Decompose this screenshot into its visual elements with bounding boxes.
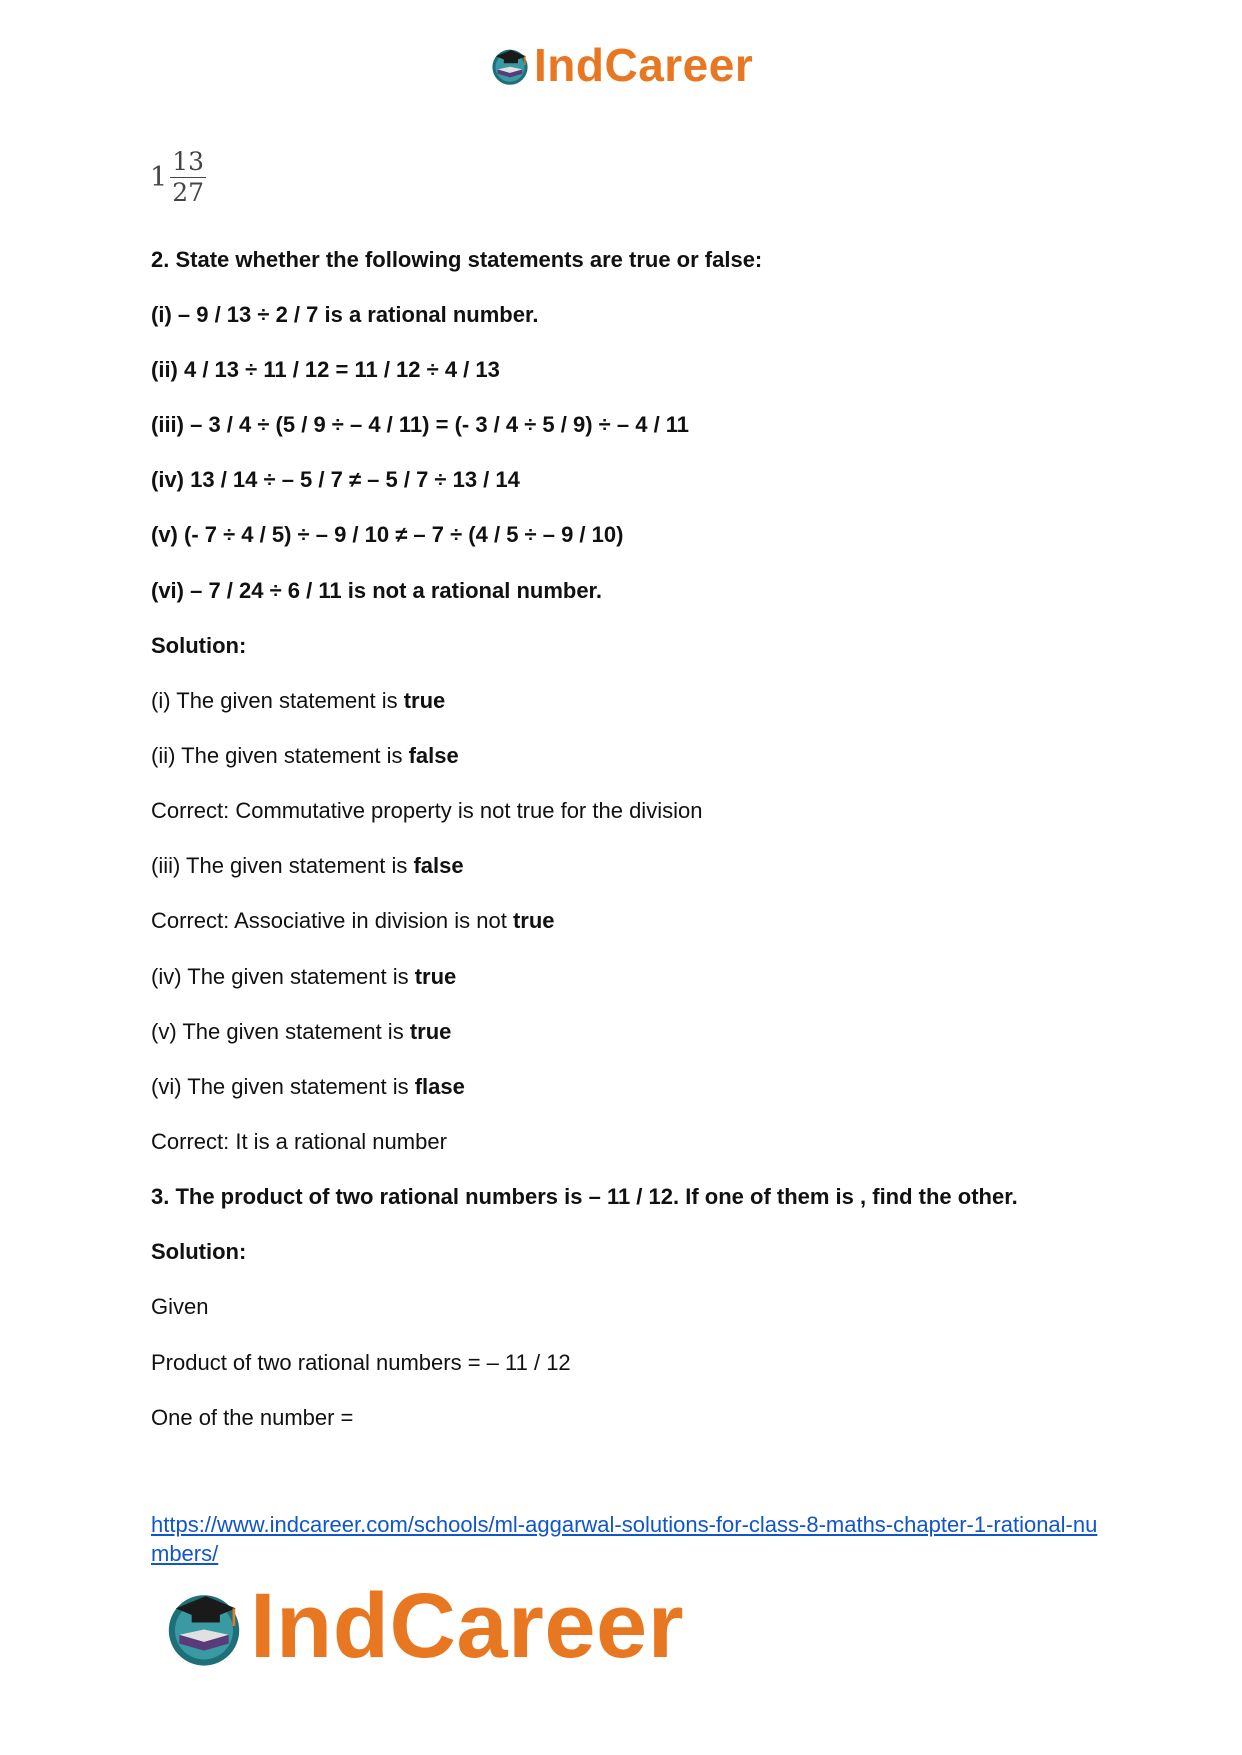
header-logo-text: IndCareer [534, 39, 754, 91]
bold-text: (v) (- 7 ÷ 4 / 5) ÷ – 9 / 10 ≠ – 7 ÷ (4 / 5 ÷ – 9 / 10) [151, 522, 624, 547]
text-span: Correct: Associative in division is not [151, 908, 513, 933]
text-line [151, 412, 689, 438]
text-line [151, 1294, 208, 1320]
text-span: Correct: Commutative property is not true for the division [151, 798, 703, 823]
text-line [151, 1074, 465, 1100]
bold-text: false [413, 853, 464, 878]
bold-text: true [409, 1019, 452, 1044]
fraction-numerator: 13 [172, 147, 204, 176]
text-line [151, 688, 445, 714]
footer-logo-text: IndCareer [250, 1575, 684, 1677]
text-line [151, 853, 464, 879]
footer-logo [160, 1575, 684, 1677]
text-span: Product of two rational numbers = – 11 / 12 [151, 1350, 571, 1375]
text-line [151, 302, 538, 328]
text-span: One of the number = [151, 1405, 354, 1430]
bold-text: true [512, 908, 555, 933]
text-span: (i) The given statement is [151, 688, 404, 713]
bold-text: true [414, 964, 457, 989]
text-line [151, 522, 623, 548]
text-span: (iii) The given statement is [151, 853, 414, 878]
text-line [151, 1019, 451, 1045]
text-line [151, 1129, 447, 1155]
text-span: (iv) The given statement is [151, 964, 415, 989]
text-line [151, 1405, 353, 1431]
text-line [151, 908, 555, 934]
graduation-cap-book-icon [160, 1582, 248, 1670]
graduation-cap-book-icon [488, 43, 532, 87]
bold-text: (ii) 4 / 13 ÷ 11 / 12 = 11 / 12 ÷ 4 / 13 [151, 357, 500, 382]
fraction-whole: 1 [150, 162, 168, 193]
text-line [151, 964, 456, 990]
text-line [151, 1350, 571, 1376]
bold-text: Solution: [151, 633, 247, 658]
text-span: Given [151, 1294, 209, 1319]
text-span: (vi) The given statement is [151, 1074, 415, 1099]
text-line [151, 743, 459, 769]
text-span: (ii) The given statement is [151, 743, 409, 768]
bold-text: 3. The product of two rational numbers is – 11 / 12. If one of them is , find the other. [151, 1184, 1018, 1209]
bold-text: 2. State whether the following statements are true or false: [151, 247, 763, 272]
bold-text: false [408, 743, 459, 768]
text-line [151, 357, 500, 383]
source-link[interactable]: https://www.indcareer.com/schools/ml-aggarwal-solutions-for-class-8-maths-chapter-1-rational-numbers/ [151, 1512, 1098, 1566]
bold-text: (iv) 13 / 14 ÷ – 5 / 7 ≠ – 5 / 7 ÷ 13 / 14 [151, 467, 520, 492]
text-line [151, 578, 602, 604]
text-line [151, 247, 762, 273]
header-logo [488, 39, 754, 91]
bold-text: true [403, 688, 446, 713]
text-span: (v) The given statement is [151, 1019, 410, 1044]
text-line [151, 1184, 1018, 1210]
fraction-denominator: 27 [172, 178, 204, 207]
text-line [151, 633, 246, 659]
mixed-fraction [150, 148, 206, 207]
bold-text: (iii) – 3 / 4 ÷ (5 / 9 ÷ – 4 / 11) = (- 3 / 4 ÷ 5 / 9) ÷ – 4 / 11 [151, 412, 690, 437]
text-line [151, 467, 520, 493]
text-span: Correct: It is a rational number [151, 1129, 447, 1154]
bold-text: (i) – 9 / 13 ÷ 2 / 7 is a rational number. [151, 302, 539, 327]
bold-text: Solution: [151, 1239, 247, 1264]
text-line [151, 798, 702, 824]
text-line [151, 1239, 246, 1265]
bold-text: (vi) – 7 / 24 ÷ 6 / 11 is not a rational number. [151, 578, 603, 603]
bold-text: flase [414, 1074, 465, 1099]
